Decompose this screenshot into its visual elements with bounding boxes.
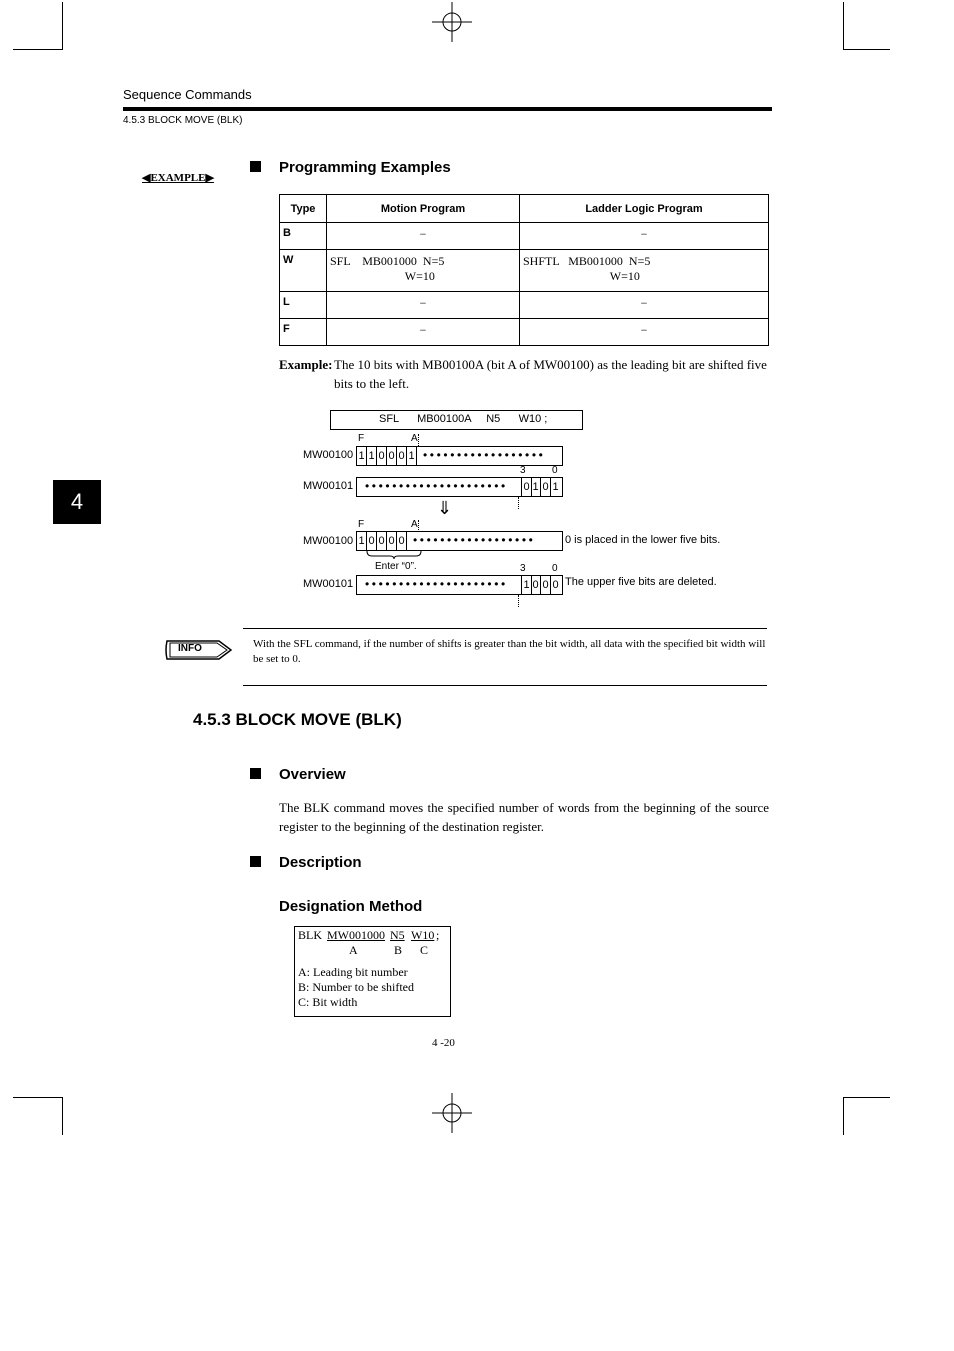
crop-mark-top-right-h: [843, 49, 890, 50]
page-number: 4 -20: [432, 1037, 455, 1049]
table-header-motion: Motion Program: [327, 195, 520, 223]
running-head: Sequence Commands: [123, 87, 252, 102]
crop-mark-top-left-h: [13, 49, 63, 50]
table-cell-ladder: −: [520, 319, 769, 346]
register-label: MW00100: [303, 449, 354, 461]
bit-cell: 0: [552, 579, 559, 591]
bit-cell: 0: [521, 478, 532, 496]
designation-box: [294, 926, 451, 1017]
designation-line-c: C: Bit width: [298, 995, 358, 1009]
square-bullet-icon: [250, 856, 261, 867]
info-rule-bottom: [243, 685, 767, 686]
lower-bits-note: 0 is placed in the lower five bits.: [565, 534, 721, 546]
table-row: [280, 223, 769, 250]
crop-mark-bottom-right-h: [843, 1097, 890, 1098]
bit-cell: 0: [541, 576, 551, 594]
register-mw00101-before: [356, 477, 563, 497]
designation-semicolon: ;: [436, 928, 440, 942]
bit-cell: 1: [357, 447, 367, 465]
example-paragraph: [279, 355, 769, 393]
subsection-reference: 4.5.3 BLOCK MOVE (BLK): [123, 115, 243, 126]
bit-ellipsis: •••••••••••••••••••••: [365, 577, 508, 591]
table-cell-motion: −: [327, 319, 520, 346]
crop-mark-top-right-v: [843, 2, 844, 50]
table-cell-type: L: [280, 292, 327, 319]
bit-ellipsis: ••••••••••••••••••: [413, 533, 536, 547]
bit-cell: 1: [552, 481, 559, 493]
designation-letter-a: A: [349, 943, 358, 957]
bit-cell: 1: [521, 576, 532, 594]
bit-label-0: 0: [552, 563, 558, 574]
designation-letter-c: C: [420, 943, 429, 957]
designation-letter-b: B: [394, 943, 403, 957]
crop-mark-top-left-v: [62, 2, 63, 50]
programming-examples-table: [279, 194, 769, 346]
info-badge-label: INFO: [178, 643, 202, 654]
square-bullet-icon: [250, 161, 261, 172]
table-cell-ladder: −: [520, 292, 769, 319]
bit-label-f: F: [358, 519, 365, 530]
command-text: SFL MB00100A N5 W10 ;: [379, 413, 548, 425]
table-cell-ladder: SHFTL MB001000 N=5 W=10: [520, 250, 769, 292]
header-rule: [123, 107, 772, 111]
table-cell-motion: −: [327, 223, 520, 250]
register-label: MW00100: [303, 535, 354, 547]
overview-text: The BLK command moves the specified number of words from the beginning of the source register to the beginning of the destination register.: [279, 800, 769, 834]
enter-zero-note: Enter “0”.: [375, 561, 417, 572]
table-cell-motion: SFL MB001000 N=5 W=10: [327, 250, 520, 292]
example-text: The 10 bits with MB00100A (bit A of MW00100) as the leading bit are shifted five bits to the left.: [334, 357, 767, 391]
register-mw00100-before: [356, 446, 563, 466]
crop-mark-bottom-right-v: [843, 1097, 844, 1135]
chapter-tab: 4: [53, 480, 101, 524]
designation-line-b: B: Number to be shifted: [298, 980, 414, 994]
square-bullet-icon: [250, 768, 261, 779]
bit-label-a: A: [411, 433, 418, 444]
register-label: MW00101: [303, 578, 354, 590]
description-heading: Description: [250, 854, 362, 871]
bit-cell: 0: [387, 532, 397, 550]
bit-cell: 0: [397, 532, 407, 550]
brace-icon: [366, 550, 422, 560]
table-row: [280, 319, 769, 346]
crop-mark-bottom-left-v: [62, 1097, 63, 1135]
bit-cell: 0: [377, 532, 387, 550]
designation-arg-c: W10: [411, 928, 435, 942]
bit-ellipsis: ••••••••••••••••••: [423, 448, 546, 462]
table-cell-type: B: [280, 223, 327, 250]
designation-method-heading: Designation Method: [279, 898, 423, 915]
table-header-ladder: Ladder Logic Program: [520, 195, 769, 223]
dotted-marker: [518, 595, 519, 607]
arrow-down-icon: ⇓: [437, 498, 453, 518]
bit-cell: 1: [357, 532, 367, 550]
overview-heading: Overview: [250, 766, 346, 783]
table-row: [280, 250, 769, 292]
programming-examples-heading: Programming Examples: [250, 159, 451, 176]
section-title: 4.5.3 BLOCK MOVE (BLK): [193, 710, 402, 729]
info-rule-top: [243, 628, 767, 629]
info-text: With the SFL command, if the number of shifts is greater than the bit width, all data with the specified bit width will be set to 0.: [253, 638, 766, 665]
designation-line-a: A: Leading bit number: [298, 965, 408, 979]
registration-mark-bottom: [432, 1093, 472, 1133]
register-mw00100-after: [356, 531, 563, 551]
command-box: [330, 410, 583, 430]
bit-label-3: 3: [520, 563, 526, 574]
table-header-type: Type: [280, 195, 327, 223]
bit-cell: 0: [531, 576, 541, 594]
designation-arg-b: N5: [390, 928, 405, 942]
register-label: MW00101: [303, 480, 354, 492]
table-cell-ladder: −: [520, 223, 769, 250]
bit-cell: 1: [367, 447, 377, 465]
bit-label-3: 3: [520, 465, 526, 476]
bit-cell: 0: [541, 478, 551, 496]
designation-arg-a: MW001000: [327, 928, 385, 942]
example-label: Example:: [279, 357, 333, 372]
table-cell-motion: −: [327, 292, 520, 319]
bit-label-a: A: [411, 519, 418, 530]
bit-cell: 1: [407, 447, 417, 465]
example-tag: ◀EXAMPLE▶: [142, 172, 214, 184]
bit-cell: 0: [377, 447, 387, 465]
dotted-marker: [418, 434, 419, 446]
table-row: [280, 292, 769, 319]
bit-cell: 0: [367, 532, 377, 550]
bit-label-f: F: [358, 433, 365, 444]
bit-ellipsis: •••••••••••••••••••••: [365, 479, 508, 493]
registration-mark-top: [432, 2, 472, 42]
crop-mark-bottom-left-h: [13, 1097, 63, 1098]
bit-cell: 0: [387, 447, 397, 465]
bit-cell: 0: [397, 447, 407, 465]
register-mw00101-after: [356, 575, 563, 595]
designation-command: BLK: [298, 928, 322, 942]
dotted-marker: [518, 497, 519, 509]
table-cell-type: W: [280, 250, 327, 292]
table-cell-type: F: [280, 319, 327, 346]
bit-label-0: 0: [552, 465, 558, 476]
bit-cell: 1: [531, 478, 541, 496]
table-header-row: [280, 195, 769, 223]
upper-bits-note: The upper five bits are deleted.: [565, 576, 717, 588]
